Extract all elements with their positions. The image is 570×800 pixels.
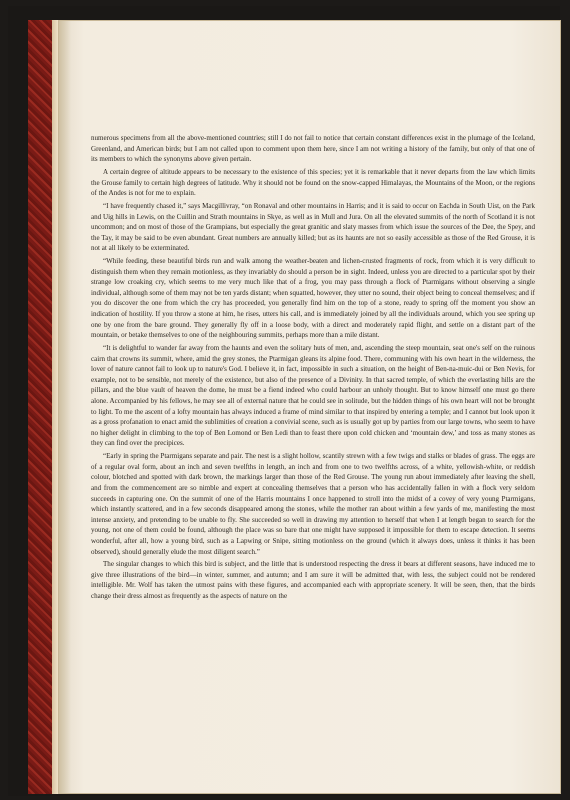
body-text: [91, 133, 535, 781]
paragraph-6: “Early in spring the Ptarmigans separate and pair. The nest is a slight hollow, scantily strewn with a few twigs and stalks or blades of grass. The eggs are of a regular oval form, about an inch and seven twelfths in length, an inch and from one to two twelfths across, of a white, yellowish-white, or reddish colour, blotched and spotted with dark brown, the markings larger than those of the Red Grouse. The young run about immediately after leaving the shell, and from the commencement are so nimble and expert at concealing themselves that a person who has accidentally fallen in with a flock very seldom succeeds in capturing one. On the summit of one of the Harris mountains I once happened to stroll into the midst of a covey of very young Ptarmigans, which instantly scattered, and in a few seconds disappeared among the stones, while the mother ran about within a few yards of me, manifesting the most intense anxiety, and pretending to be unable to fly. She succeeded so well in drawing my attention to herself that when I at length began to search for the young, not one of them could be found, although the place was so bare that one might have supposed it impossible for them to escape detection. It seems wonderful, after all, how a young bird, such as a Lapwing or Snipe, sitting motionless on the ground (which it always does, unless it thinks it has been observed), should generally elude the most diligent search.”: [91, 452, 535, 556]
book-spine-binding: [28, 20, 60, 794]
paragraph-7: The singular changes to which this bird is subject, and the little that is understood respecting the dress it bears at different seasons, have induced me to give three illustrations of the bird—in winter, summer, and autumn; and I am sure it will be admitted that, with less, the subject could not be rendered intelligible. Mr. Wolf has taken the utmost pains with these figures, and accompanied each with appropriate scenery. It will be seen, then, that the birds change their dress almost as frequently as the aspects of nature on the: [91, 560, 535, 601]
paragraph-5: “It is delightful to wander far away from the haunts and even the solitary huts of men, and, ascending the steep mountain, seat one's self on the ruinous cairn that crowns its summit, where, amid the grey stones, the Ptarmigan gleans its alpine food. There, communing with his own heart in the wilderness, the lover of nature cannot fail to look up to nature's God. I believe it, in fact, impossible in such a situation, on the height of Ben-na-muic-dui or Ben Nevis, for example, not to be sensible, not merely of the existence, but also of the presence of a Divinity. In that sacred temple, of which the everlasting hills are the pillars, and the blue vault of heaven the dome, he must be a fiend indeed who could harbour an unholy thought. But to know himself one must go there alone. Accompanied by his fellows, he may see all of external nature that he could see in solitude, but the hidden things of his own heart will not be brought to light. To me the ascent of a lofty mountain has always induced a frame of mind similar to that inspired by entering a temple; and I cannot but look upon it as a gross profanation to enact amid the sublimities of creation a convivial scene, such as is usually got up by parties from our large towns, who seem to have no higher delight in climbing to the top of Ben Lomond or Ben Ledi than to feast there upon cold chicken and ‘mountain dew,’ and toss as many stones as they can find over the precipices.: [91, 344, 535, 448]
paragraph-1: numerous specimens from all the above-mentioned countries; still I do not fail to notice that certain constant differences exist in the plumage of the Iceland, Greenland, and American birds; but I am not called upon to comment upon them here, since I am not writing a history of the family, but only of that one of its members to which the synonyms above given pertain.: [91, 134, 535, 164]
book-page: [58, 20, 561, 794]
scan-background: [8, 6, 560, 796]
page-gutter-shadow: [59, 21, 71, 793]
paragraph-3: “I have frequently chased it,” says Macgillivray, “on Ronaval and other mountains in Harris; and it is said to occur on Eachda in South Uist, on the Park and Uig hills in Lewis, on the Cuillin and Strath mountains in Skye, as well as in Mull and Jura. On all the elevated summits of the north of Scotland it is not uncommon; and on most of those of the Grampians, but especially the great granitic and slaty masses from which issue the sources of the Dee, the Spey, and the Tay, it may be said to be even abundant. Great numbers are annually killed; but as its haunts are not so easily accessible as those of the Red Grouse, it is not at all likely to be exterminated.: [91, 201, 535, 253]
paragraph-2: A certain degree of altitude appears to be necessary to the existence of this species; yet it is remarkable that it never departs from the law which limits the Grouse family to certain high degrees of latitude. Why it should not be found on the snow-capped Himalayas, the Mountains of the Moon, or the regions of the Andes is not for me to explain.: [91, 167, 535, 198]
paragraph-4: “While feeding, these beautiful birds run and walk among the weather-beaten and lichen-crusted fragments of rock, from which it is very difficult to distinguish them when they remain motionless, as they invariably do should a person be in sight. Indeed, unless you are directed to a particular spot by their strange low croaking cry, which seems to me very much like that of a frog, you may pass through a flock of Ptarmigans without observing a single individual, although some of them may not be ten yards distant; when squatted, however, they utter no sound, their object being to conceal themselves; and if you do discover the one from which the cry has proceeded, you generally find him on the top of a stone, ready to spring off the moment you show an indication of hostility. If you throw a stone at him, he rises, utters his call, and is immediately joined by all the individuals around, which you see spring up one by one from the bare ground. They generally fly off in a loose body, with a direct and moderately rapid flight, and settle on a distant part of the mountain, or betake themselves to one of the neighbouring summits, perhaps more than a mile distant.: [91, 257, 535, 340]
